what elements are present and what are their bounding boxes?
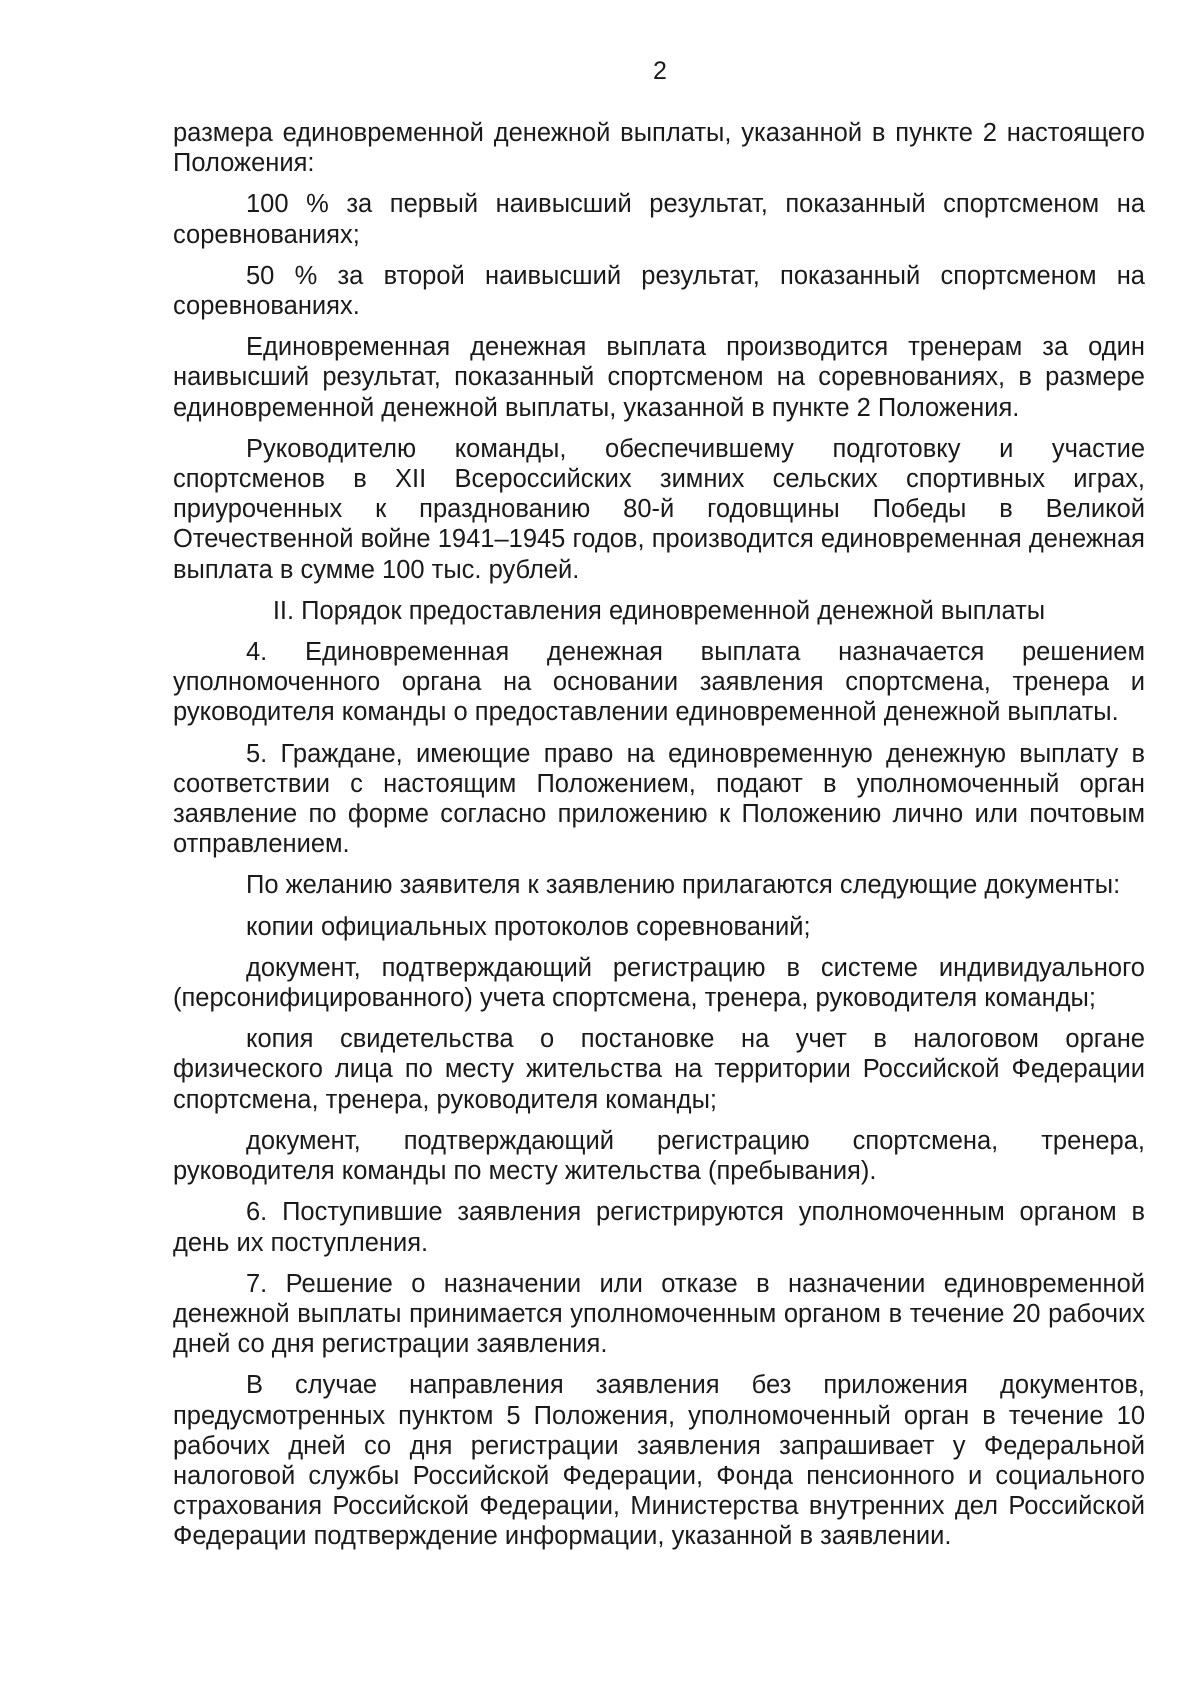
paragraph-clause-7: 7. Решение о назначении или отказе в назначении единовременной денежной выплаты принимается уполномоченным органом в течение 20 рабочих дней со дня регистрации заявления. <box>173 1269 1145 1359</box>
paragraph-clause-6: 6. Поступившие заявления регистрируются уполномоченным органом в день их поступления. <box>173 1198 1145 1257</box>
paragraph-payment-50-percent: 50 % за второй наивысший результат, показанный спортсменом на соревнованиях. <box>173 261 1145 321</box>
paragraph-documents-item-2: документ, подтверждающий регистрацию в системе индивидуального (персонифицированного) учета спортсмена, тренера, руководителя команды; <box>173 953 1145 1013</box>
paragraph-continuation: размера единовременной денежной выплаты, указанной в пункте 2 настоящего Положения: <box>173 119 1145 178</box>
paragraph-documents-item-1: копии официальных протоколов соревнований; <box>246 912 811 941</box>
page-number: 2 <box>653 57 667 85</box>
paragraph-clause-5: 5. Граждане, имеющие право на единовременную денежную выплату в соответствии с настоящим Положением, подают в уполномоченный орган заявление по форме согласно приложению к Положению лично или почтовым отправлением. <box>173 739 1145 859</box>
paragraph-documents-item-4: документ, подтверждающий регистрацию спортсмена, тренера, руководителя команды по месту жительства (пребывания). <box>173 1126 1145 1186</box>
paragraph-interagency-request: В случае направления заявления без приложения документов, предусмотренных пунктом 5 Положения, уполномоченный орган в течение 10 рабочих дней со дня регистрации заявления запрашивает у Федеральной налоговой службы Российской Федерации, Фонда пенсионного и социального страхования Российской Федерации, Министерства внутренних дел Российской Федерации подтверждение информации, указанной в заявлении. <box>173 1371 1145 1551</box>
paragraph-team-leader-payment: Руководителю команды, обеспечившему подготовку и участие спортсменов в XII Всероссийских зимних сельских спортивных играх, приуроченных к празднованию 80-й годовщины Победы в Великой Отечественной войне 1941–1945 годов, производится единовременная денежная выплата в сумме 100 тыс. рублей. <box>173 434 1145 584</box>
paragraph-clause-4: 4. Единовременная денежная выплата назначается решением уполномоченного органа на основании заявления спортсмена, тренера и руководителя команды о предоставлении единовременной денежной выплаты. <box>173 638 1145 727</box>
paragraph-coach-payment: Единовременная денежная выплата производится тренерам за один наивысший результат, показанный спортсменом на соревнованиях, в размере единовременной денежной выплаты, указанной в пункте 2 Положения. <box>173 333 1145 422</box>
paragraph-documents-intro: По желанию заявителя к заявлению прилагаются следующие документы: <box>246 871 1121 900</box>
section-heading: II. Порядок предоставления единовременной денежной выплаты <box>272 596 1046 625</box>
paragraph-payment-100-percent: 100 % за первый наивысший результат, показанный спортсменом на соревнованиях; <box>173 190 1145 249</box>
document-body <box>173 118 1145 1563</box>
paragraph-documents-item-3: копия свидетельства о постановке на учет в налоговом органе физического лица по месту жительства на территории Российской Федерации спортсмена, тренера, руководителя команды; <box>173 1025 1145 1114</box>
